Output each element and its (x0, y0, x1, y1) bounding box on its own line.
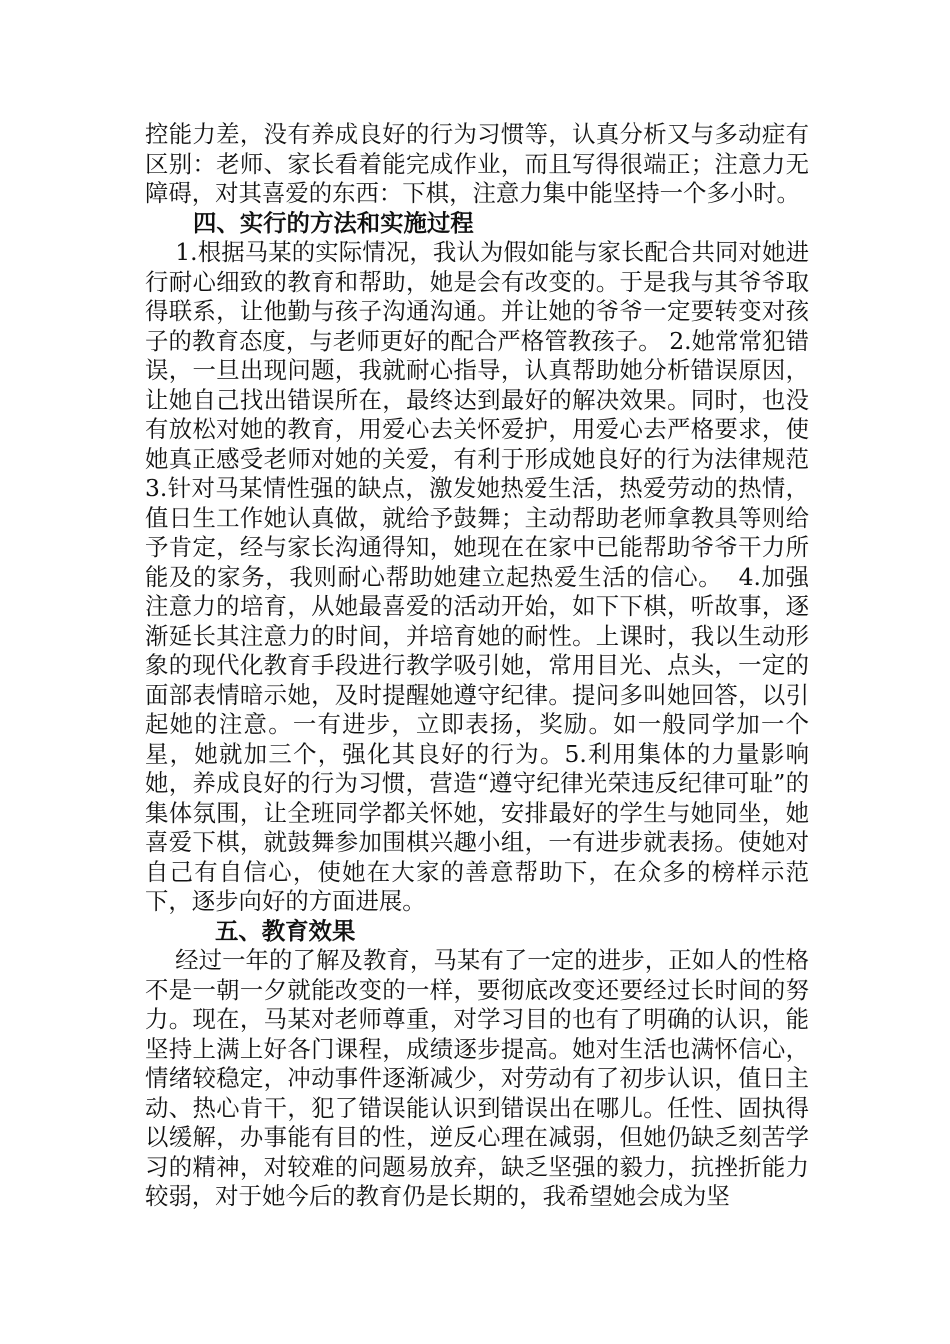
document-body (145, 120, 817, 1212)
section-heading-results: 五、教育效果 (215, 916, 356, 945)
paragraph-results: 经过一年的了解及教育，马某有了一定的进步，正如人的性格不是一朝一夕就能改变的一样，要彻底改变还要经过长时间的努力。现在，马某对老师尊重，对学习目的也有了明确的认识，能坚持上满上好各门课程，成绩逐步提高。她对生活也满怀信心，情绪较稳定，冲动事件逐渐减少，对劳动有了初步认识，值日主动、热心肯干，犯了错误能认识到错误出在哪儿。任性、固执得以缓解，办事能有目的性，逆反心理在减弱，但她仍缺乏刻苦学习的精神，对较难的问题易放弃，缺乏坚强的毅力，抗挫折能力较弱，对于她今后的教育仍是长期的，我希望她会成为坚 (145, 946, 809, 1210)
section-heading-methods: 四、实行的方法和实施过程 (193, 208, 474, 237)
paragraph-continuation: 控能力差，没有养成良好的行为习惯等，认真分析又与多动症有区别：老师、家长看着能完成作业，而且写得很端正；注意力无障碍，对其喜爱的东西：下棋，注意力集中能坚持一个多小时。 (145, 120, 809, 207)
paragraph-methods: 1.根据马某的实际情况，我认为假如能与家长配合共同对她进行耐心细致的教育和帮助，她是会有改变的。于是我与其爷爷取得联系，让他勤与孩子沟通沟通。并让她的爷爷一定要转变对孩子的教育态度，与老师更好的配合严格管教孩子。 2.她常常犯错误，一旦出现问题，我就耐心指导，认真帮助她分析错误原因，让她自己找出错误所在，最终达到最好的解决效果。同时，也没有放松对她的教育，用爱心去关怀爱护，用爱心去严格要求，使她真正感受老师对她的关爱，有利于形成她良好的行为法律规范 3.针对马某情性强的缺点，激发她热爱生活，热爱劳动的热情，值日生工作她认真做，就给予鼓舞；主动帮助老师拿教具等则给予肯定，经与家长沟通得知，她现在在家中已能帮助爷爷干力所能及的家务，我则耐心帮助她建立起热爱生活的信心。 4.加强注意力的培育，从她最喜爱的活动开始，如下下棋，听故事，逐渐延长其注意力的时间，并培育她的耐性。上课时，我以生动形象的现代化教育手段进行教学吸引她，常用目光、点头，一定的面部表情暗示她，及时提醒她遵守纪律。提问多叫她回答，以引起她的注意。一有进步，立即表扬，奖励。如一般同学加一个星，她就加三个，强化其良好的行为。5.利用集体的力量影响她，养成良好的行为习惯，营造“遵守纪律光荣违反纪律可耻”的集体氛围，让全班同学都关怀她，安排最好的学生与她同坐，她喜爱下棋，就鼓舞参加围棋兴趣小组，一有进步就表扬。使她对自己有自信心，使她在大家的善意帮助下，在众多的榜样示范下，逐步向好的方面进展。 (145, 238, 817, 915)
